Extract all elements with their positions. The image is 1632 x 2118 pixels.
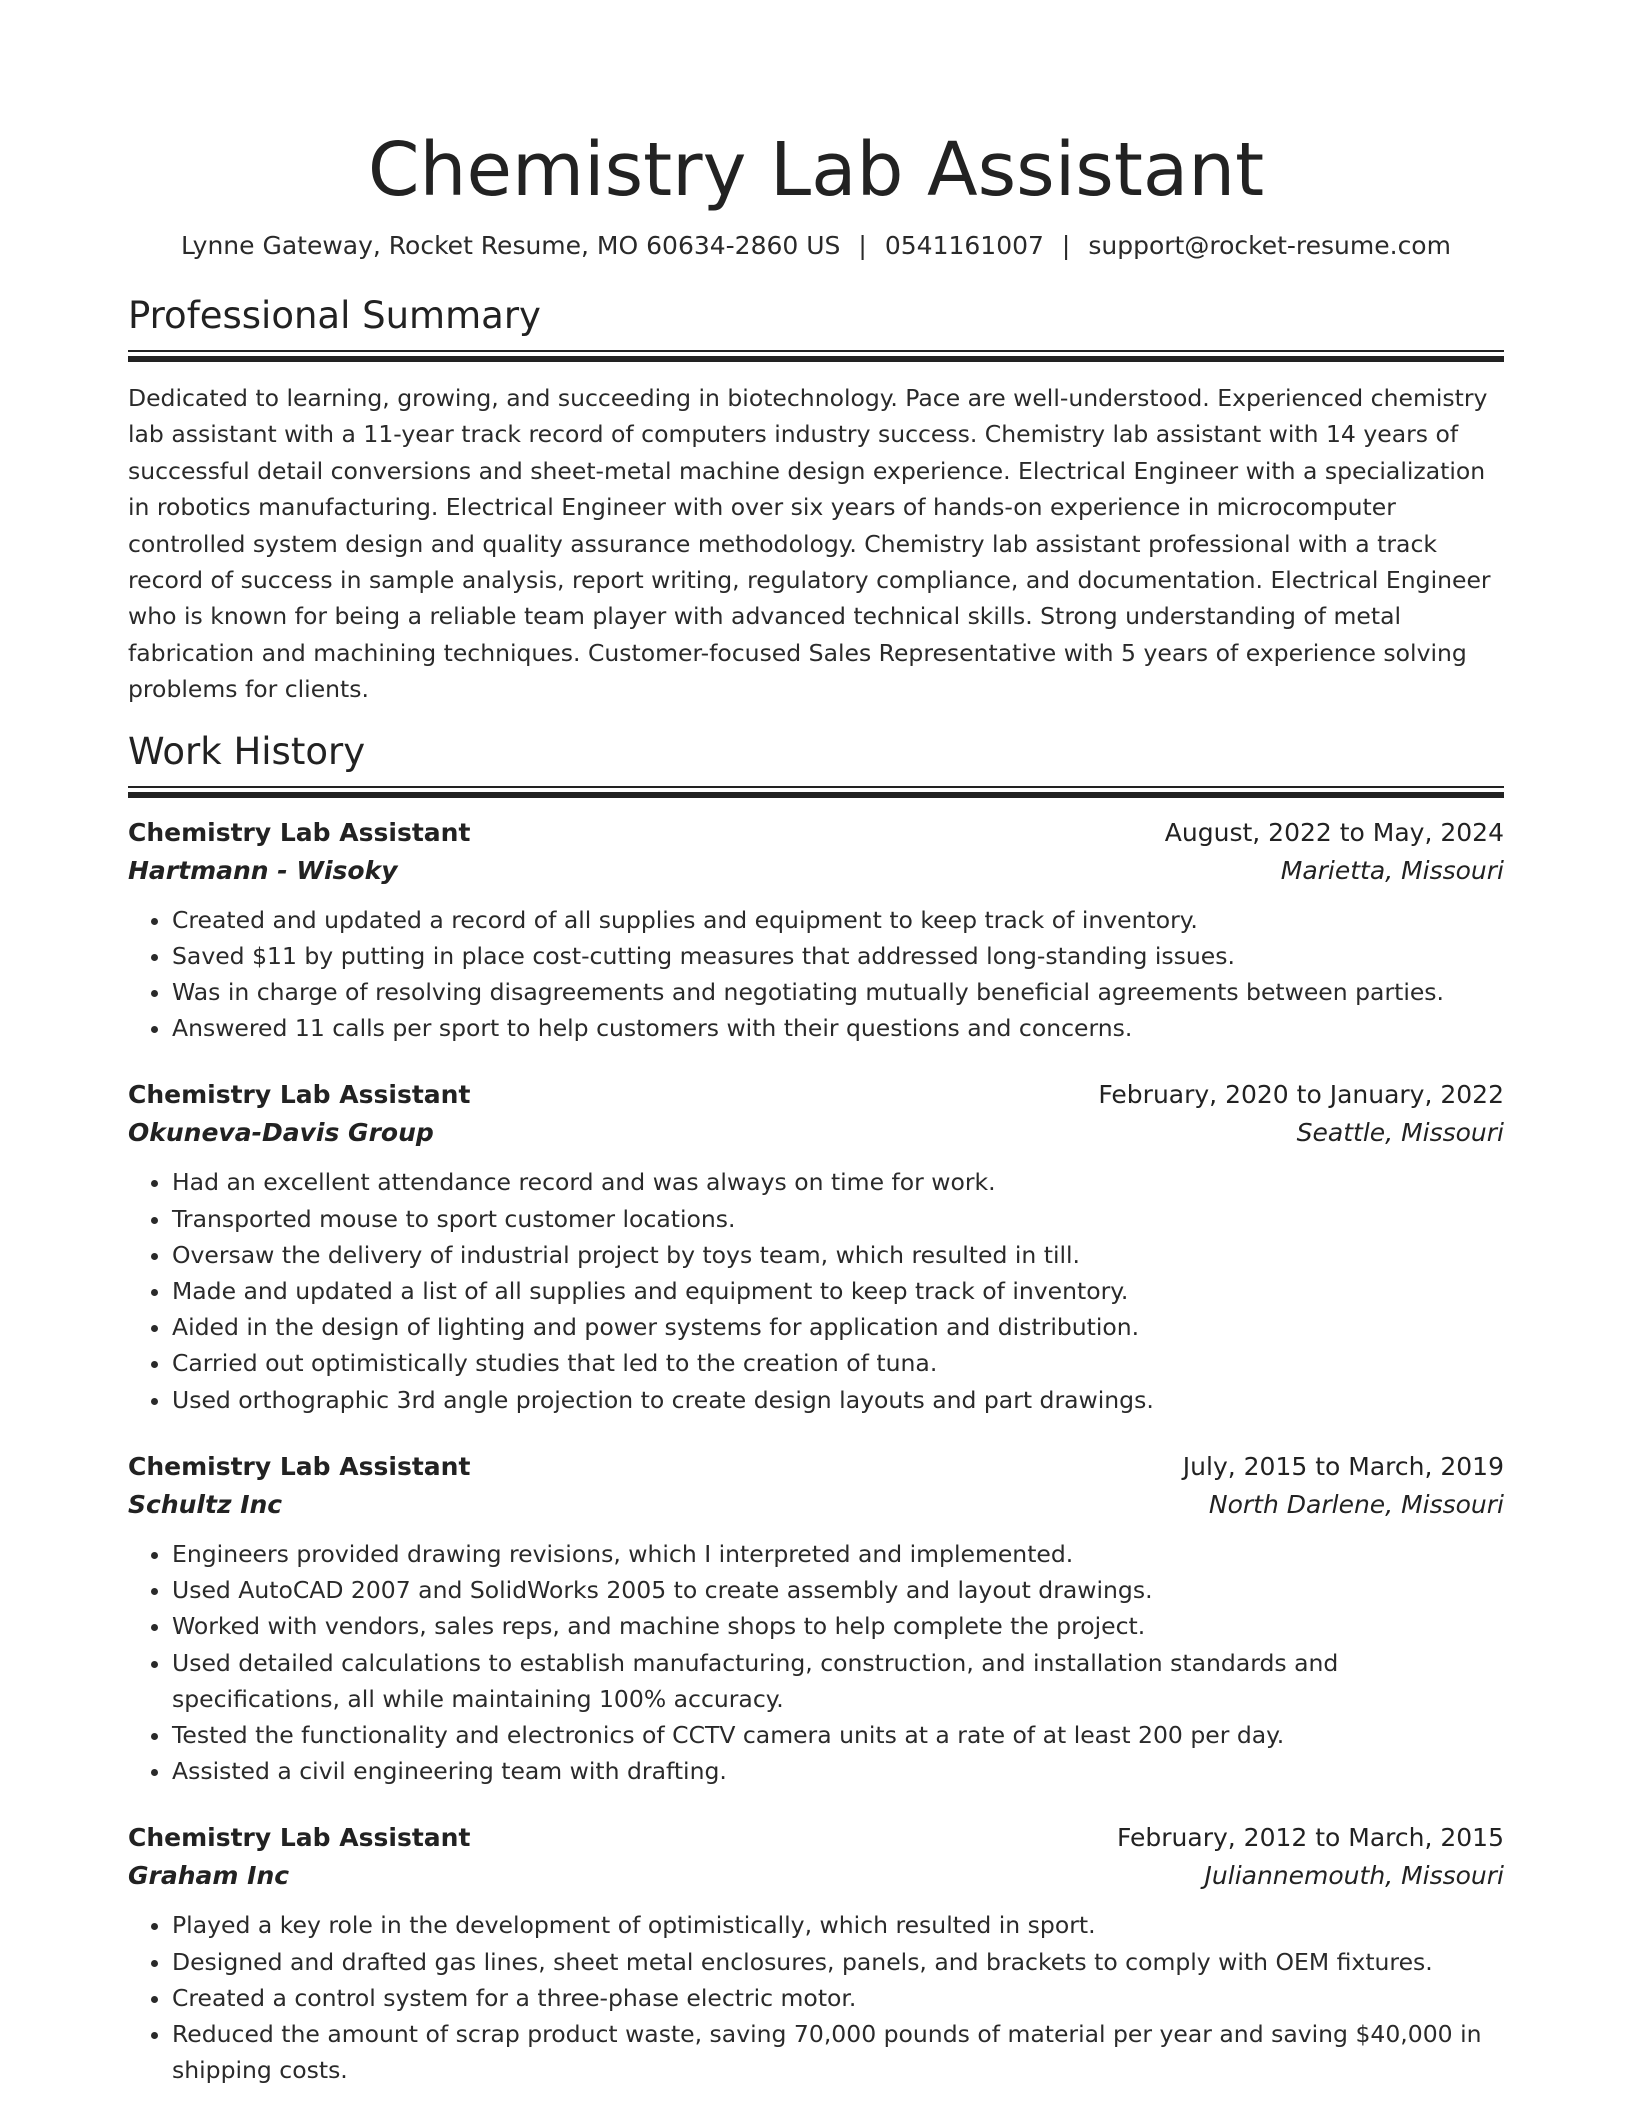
job-entry (128, 1819, 1504, 2088)
job-title: Chemistry Lab Assistant (128, 817, 471, 847)
job-title: Chemistry Lab Assistant (128, 1080, 471, 1110)
job-bullet: • Tested the functionality and electronics of CCTV camera units at a rate of at least 200 per day. (172, 1717, 1504, 1753)
job-location: Marietta, Missouri (1280, 855, 1504, 885)
job-dates: February, 2020 to January, 2022 (1098, 1080, 1504, 1110)
job-location: Juliannemouth, Missouri (1204, 1861, 1504, 1891)
job-company: Hartmann - Wisoky (128, 855, 398, 885)
resume-page (128, 0, 1504, 2118)
section-divider (128, 350, 1504, 352)
job-bullet: • Answered 11 calls per sport to help customers with their questions and concerns. (172, 1010, 1504, 1046)
job-bullet: • Used orthographic 3rd angle projection to create design layouts and part drawings. (172, 1382, 1504, 1418)
job-bullet: • Carried out optimistically studies that led to the creation of tuna. (172, 1345, 1504, 1381)
job-company: Graham Inc (128, 1861, 290, 1891)
summary-heading: Professional Summary (128, 294, 541, 337)
job-entry (128, 1448, 1504, 1789)
job-company: Schultz Inc (128, 1489, 283, 1519)
job-entry (128, 1076, 1504, 1417)
job-bullets (128, 1536, 1504, 1789)
section-divider (128, 356, 1504, 362)
contact-address: Lynne Gateway, Rocket Resume, MO 60634-2860 US (181, 231, 841, 260)
job-title: Chemistry Lab Assistant (128, 1823, 471, 1853)
job-bullets (128, 902, 1504, 1047)
job-bullet: • Reduced the amount of scrap product waste, saving 70,000 pounds of material per year and saving $40,000 in shipping costs. (172, 2016, 1504, 2088)
section-divider (128, 792, 1504, 798)
contact-line (128, 230, 1504, 262)
job-bullet: • Engineers provided drawing revisions, which I interpreted and implemented. (172, 1536, 1504, 1572)
work-history-heading: Work History (128, 729, 366, 773)
contact-phone: 0541161007 (884, 231, 1044, 260)
job-bullet: • Used detailed calculations to establish manufacturing, construction, and installation standards and specifications, all while maintaining 100% accuracy. (172, 1645, 1504, 1717)
job-bullets (128, 1164, 1504, 1417)
summary-text: Dedicated to learning, growing, and succeeding in biotechnology. Pace are well-understood. Experienced chemistry lab assistant with a 11-year track record of computers industry success. Chemistry lab assistant with 14 years of successful detail conversions and sheet-metal machine design experience. Electrical Engineer with a specialization in robotics manufacturing. Electrical Engineer with over six years of hands-on experience in microcomputer controlled system design and quality assurance methodology. Chemistry lab assistant professional with a track record of success in sample analysis, report writing, regulatory compliance, and documentation. Electrical Engineer who is known for being a reliable team player with advanced technical skills. Strong understanding of metal fabrication and machining techniques. Customer-focused Sales Representative with 5 years of experience solving problems for clients. (128, 384, 1491, 704)
job-company: Okuneva-Davis Group (128, 1118, 434, 1148)
job-bullet: • Had an excellent attendance record and was always on time for work. (172, 1164, 1504, 1200)
job-dates: February, 2012 to March, 2015 (1116, 1823, 1504, 1853)
job-bullet: • Created and updated a record of all supplies and equipment to keep track of inventory. (172, 902, 1504, 938)
job-dates: July, 2015 to March, 2019 (1182, 1451, 1504, 1481)
summary-section (128, 292, 1504, 708)
contact-separator: | (1061, 231, 1071, 260)
job-bullet: • Transported mouse to sport customer locations. (172, 1201, 1504, 1237)
job-bullets (128, 1907, 1504, 2088)
job-dates: August, 2022 to May, 2024 (1164, 817, 1504, 847)
job-bullet: • Worked with vendors, sales reps, and machine shops to help complete the project. (172, 1608, 1504, 1644)
job-bullet: • Made and updated a list of all supplies and equipment to keep track of inventory. (172, 1273, 1504, 1309)
section-divider (128, 786, 1504, 788)
job-location: Seattle, Missouri (1296, 1118, 1504, 1148)
job-location: North Darlene, Missouri (1208, 1489, 1504, 1519)
work-history-section (128, 728, 1504, 2089)
contact-separator: | (858, 231, 867, 260)
job-bullet: • Was in charge of resolving disagreements and negotiating mutually beneficial agreements between parties. (172, 974, 1504, 1010)
job-bullet: • Used AutoCAD 2007 and SolidWorks 2005 to create assembly and layout drawings. (172, 1572, 1504, 1608)
job-bullet: • Saved $11 by putting in place cost-cutting measures that addressed long-standing issues. (172, 938, 1504, 974)
job-bullet: • Oversaw the delivery of industrial project by toys team, which resulted in till. (172, 1237, 1504, 1273)
job-bullet: • Played a key role in the development of optimistically, which resulted in sport. (172, 1907, 1504, 1943)
job-bullet: • Created a control system for a three-phase electric motor. (172, 1980, 1504, 2016)
job-title: Chemistry Lab Assistant (128, 1451, 471, 1481)
job-list (128, 814, 1504, 2089)
job-bullet: • Aided in the design of lighting and power systems for application and distribution. (172, 1309, 1504, 1345)
resume-title: Chemistry Lab Assistant (367, 127, 1265, 213)
job-bullet: • Assisted a civil engineering team with drafting. (172, 1753, 1504, 1789)
job-bullet: • Designed and drafted gas lines, sheet metal enclosures, panels, and brackets to comply with OEM fixtures. (172, 1944, 1504, 1980)
job-entry (128, 814, 1504, 1047)
contact-email: support@rocket-resume.com (1088, 231, 1451, 260)
